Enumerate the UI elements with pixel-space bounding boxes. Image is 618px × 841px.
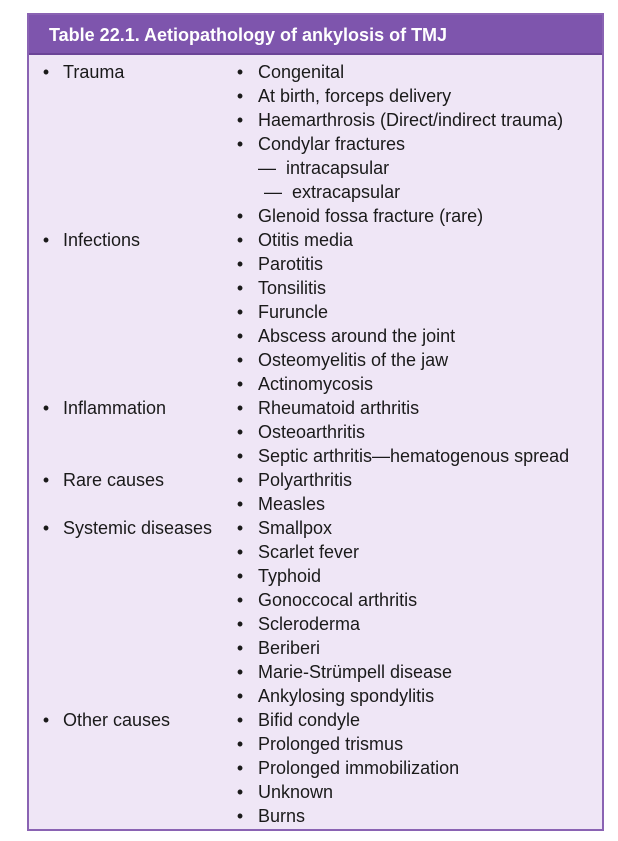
cause-bullet: • [42, 230, 50, 250]
table-row [29, 324, 602, 348]
item-label: At birth, forceps delivery [258, 86, 452, 106]
table-row [29, 372, 602, 396]
item-label: Burns [258, 806, 306, 826]
item-label: Congenital [258, 62, 345, 82]
item-label: Condylar fractures [258, 134, 406, 154]
item-label: Scarlet fever [258, 542, 360, 562]
item-bullet: • [236, 398, 244, 418]
item-bullet: • [236, 590, 244, 610]
table-row [29, 300, 602, 324]
item-label: Actinomycosis [258, 374, 374, 394]
table-row [29, 276, 602, 300]
item-label: Osteoarthritis [258, 422, 366, 442]
item-label: Prolonged immobilization [258, 758, 460, 778]
cause-group [29, 516, 602, 708]
table-row [29, 204, 602, 228]
item-label: Otitis media [258, 230, 354, 250]
cause-label: Infections [63, 230, 141, 250]
item-label: Furuncle [258, 302, 329, 322]
table-row [29, 348, 602, 372]
table-subrow [29, 156, 602, 180]
item-bullet: • [236, 110, 244, 130]
cause-label: Inflammation [63, 398, 167, 418]
item-label: Unknown [258, 782, 334, 802]
item-bullet: • [236, 494, 244, 514]
item-label: Polyarthritis [258, 470, 353, 490]
item-bullet: • [236, 62, 244, 82]
table-row [29, 708, 602, 732]
table-row [29, 516, 602, 540]
cause-label: Systemic diseases [63, 518, 213, 538]
table-row [29, 492, 602, 516]
item-label: Typhoid [258, 566, 322, 586]
cause-group [29, 468, 602, 516]
item-label: Haemarthrosis (Direct/indirect trauma) [258, 110, 564, 130]
table-row [29, 804, 602, 828]
sub-item-label: intracapsular [286, 158, 390, 178]
item-label: Glenoid fossa fracture (rare) [258, 206, 484, 226]
item-label: Septic arthritis—hematogenous spread [258, 446, 570, 466]
item-bullet: • [236, 662, 244, 682]
table-row [29, 396, 602, 420]
item-bullet: • [236, 638, 244, 658]
cause-label: Trauma [63, 62, 125, 82]
cause-group [29, 396, 602, 468]
table-row [29, 780, 602, 804]
table-row [29, 660, 602, 684]
sub-item-label: extracapsular [292, 182, 401, 202]
item-bullet: • [236, 446, 244, 466]
item-bullet: • [236, 86, 244, 106]
aetiopathology-table [27, 13, 604, 831]
item-bullet: • [236, 206, 244, 226]
table-row [29, 468, 602, 492]
item-bullet: • [236, 782, 244, 802]
item-label: Prolonged trismus [258, 734, 404, 754]
table-row [29, 108, 602, 132]
table-row [29, 588, 602, 612]
table-row [29, 84, 602, 108]
table-row [29, 252, 602, 276]
item-label: Parotitis [258, 254, 324, 274]
cause-label: Other causes [63, 710, 171, 730]
table-row [29, 132, 602, 156]
cause-label: Rare causes [63, 470, 165, 490]
item-bullet: • [236, 230, 244, 250]
table-row [29, 684, 602, 708]
item-bullet: • [236, 542, 244, 562]
item-label: Scleroderma [258, 614, 361, 634]
cause-bullet: • [42, 470, 50, 490]
table-caption: Table 22.1. Aetiopathology of ankylosis of TMJ [29, 15, 602, 55]
sub-item [264, 180, 400, 204]
cause-bullet: • [42, 710, 50, 730]
table-row [29, 60, 602, 84]
table-row [29, 540, 602, 564]
item-label: Measles [258, 494, 326, 514]
table-row [29, 564, 602, 588]
cause-bullet: • [42, 518, 50, 538]
item-bullet: • [236, 422, 244, 442]
table-subrow [29, 180, 602, 204]
cause-bullet: • [42, 398, 50, 418]
table-row [29, 756, 602, 780]
item-label: Marie-Strümpell disease [258, 662, 453, 682]
table-row [29, 636, 602, 660]
item-label: Gonoccocal arthritis [258, 590, 418, 610]
em-dash: — [264, 182, 282, 202]
item-label: Bifid condyle [258, 710, 361, 730]
cause-group [29, 228, 602, 396]
table-body [29, 55, 602, 828]
item-bullet: • [236, 758, 244, 778]
item-bullet: • [236, 806, 244, 826]
item-label: Beriberi [258, 638, 321, 658]
item-bullet: • [236, 518, 244, 538]
table-row [29, 420, 602, 444]
sub-item [258, 156, 389, 180]
item-bullet: • [236, 470, 244, 490]
item-bullet: • [236, 278, 244, 298]
item-label: Osteomyelitis of the jaw [258, 350, 449, 370]
item-bullet: • [236, 566, 244, 586]
cause-bullet: • [42, 62, 50, 82]
em-dash: — [258, 158, 276, 178]
item-label: Rheumatoid arthritis [258, 398, 420, 418]
item-bullet: • [236, 134, 244, 154]
item-bullet: • [236, 686, 244, 706]
item-bullet: • [236, 734, 244, 754]
table-row [29, 444, 602, 468]
item-bullet: • [236, 326, 244, 346]
item-label: Tonsilitis [258, 278, 327, 298]
item-bullet: • [236, 302, 244, 322]
item-bullet: • [236, 710, 244, 730]
item-bullet: • [236, 254, 244, 274]
item-label: Abscess around the joint [258, 326, 456, 346]
cause-group [29, 60, 602, 228]
item-bullet: • [236, 350, 244, 370]
table-row [29, 732, 602, 756]
item-bullet: • [236, 374, 244, 394]
table-row [29, 612, 602, 636]
table-row [29, 228, 602, 252]
item-bullet: • [236, 614, 244, 634]
item-label: Ankylosing spondylitis [258, 686, 435, 706]
cause-group [29, 708, 602, 828]
item-label: Smallpox [258, 518, 333, 538]
